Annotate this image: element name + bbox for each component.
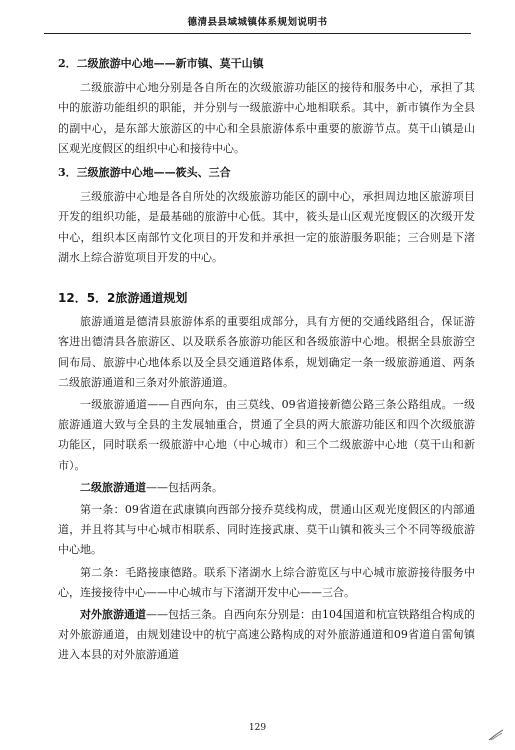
running-header: 德清县县域城镇体系规划说明书	[187, 17, 328, 28]
label-second-level-routes: 二级旅游通道	[80, 480, 146, 494]
header-divider	[44, 33, 471, 34]
page-number: 129	[248, 723, 267, 733]
paragraph-second-route-one: 第一条：09省道在武康镇向西部分接乔莫线构成，贯通山区观光度假区的内部通道，并且将其与中心城市相联系、同时连接武康、莫干山镇和筱头三个不同等级旅游中心地。	[58, 503, 475, 557]
text-external-routes: ——包括三条。自西向东分别是：由104国道和杭宣铁路组合构成的对外旅游通道，由规划建设中的杭宁高速公路构成的对外旅游通道和09省道自雷甸镇进入本县的对外旅游通道	[58, 608, 475, 662]
text-second-level-routes: ——包括两条。	[146, 480, 223, 494]
paragraph-secondary-centers: 二级旅游中心地分别是各自所在的次级旅游功能区的接待和服务中心，承担了其中的旅游功能组织的职能，并分别与一级旅游中心地相联系。其中，新市镇作为全县的副中心，是东部大旅游区的中心和全县旅游体系中重要的旅游节点。莫干山镇是山区观光度假区的组织中心和接待中心。	[58, 81, 475, 155]
pen-mark-icon	[487, 728, 505, 742]
heading-tertiary-centers: 3．三级旅游中心地——筱头、三合	[58, 166, 231, 180]
paragraph-first-level-route: 一级旅游通道——自西向东，由三莫线、09省道接新德公路三条公路组成。一级旅游通道大致与全县的主发展轴重合，贯通了全县的两大旅游功能区和四个次级旅游功能区，同时联系一级旅游中心地（中心城市）和三个二级旅游中心地（莫干山和新市）。	[58, 398, 475, 472]
section-heading-tourism-routes: 12．5．2旅游通道规划	[58, 291, 188, 306]
paragraph-second-route-two: 第二条：毛路接康德路。联系下渚湖水上综合游览区与中心城市旅游接待服务中心，连接接待中心——中心城市与下渚湖开发中心——三合。	[58, 565, 475, 599]
document-body	[58, 50, 475, 668]
heading-secondary-centers: 2．二级旅游中心地——新市镇、莫干山镇	[58, 57, 264, 70]
paragraph-external-routes	[58, 605, 475, 666]
paragraph-second-level-routes	[58, 478, 475, 498]
label-external-routes: 对外旅游通道	[80, 608, 146, 622]
paragraph-routes-intro: 旅游通道是德清县旅游体系的重要组成部分，具有方便的交通线路组合，保证游客进出德清县各旅游区、以及联系各旅游功能区和各级旅游中心地。根据全县旅游空间布局、旅游中心地体系以及全县交通道路体系，规划确定一条一级旅游通道、两条二级旅游通道和三条对外旅游通道。	[58, 315, 475, 389]
paragraph-tertiary-centers: 三级旅游中心地是各自所处的次级旅游功能区的副中心，承担周边地区旅游项目开发的组织功能，是最基础的旅游中心低。其中，筱头是山区观光度假区的次级开发中心，组织本区南部竹文化项目的开发和并承担一定的旅游服务职能；三合则是下渚湖水上综合游览项目开发的中心。	[58, 190, 475, 264]
